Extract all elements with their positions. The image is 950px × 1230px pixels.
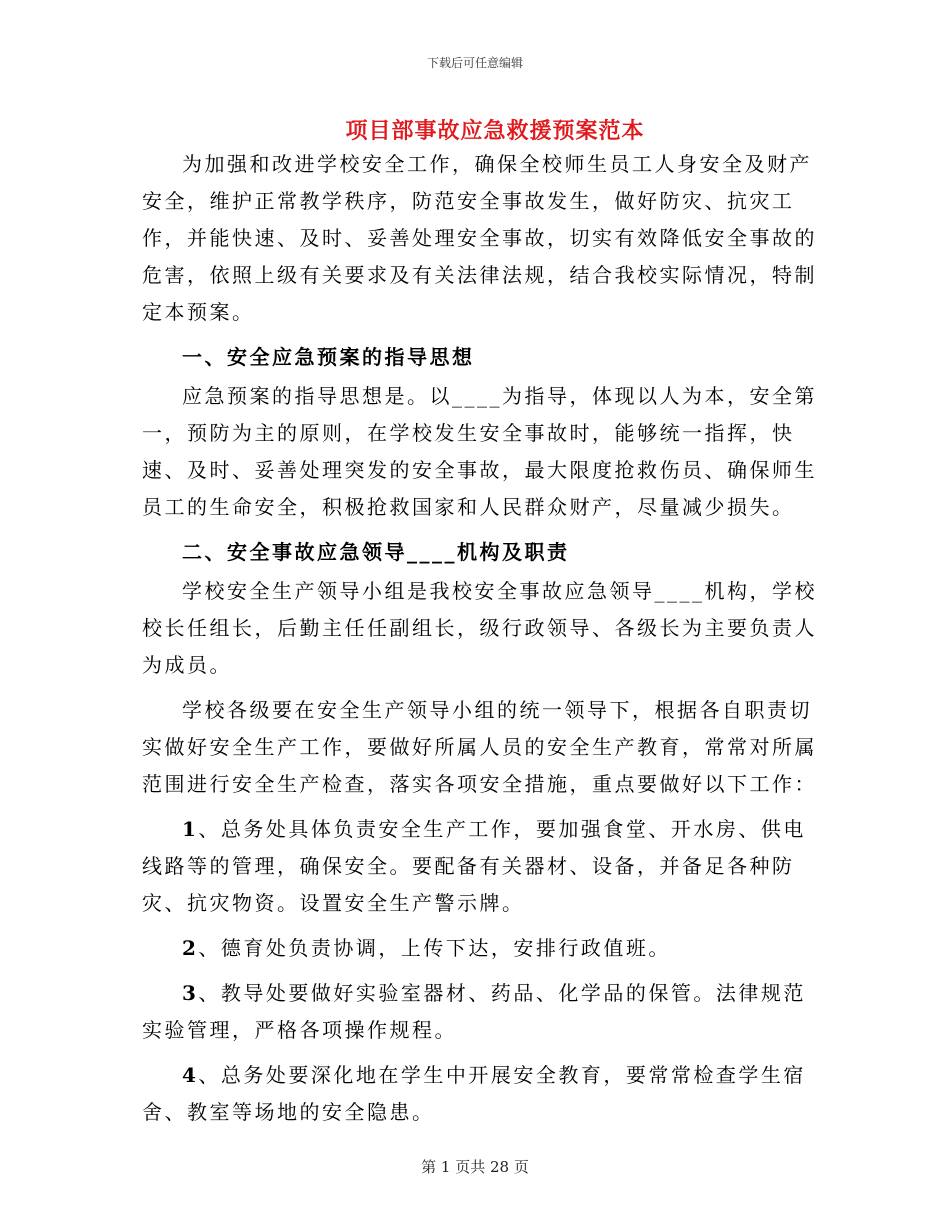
document-body: [142, 146, 822, 1131]
section-2-paragraph-2: 学校各级要在安全生产领导小组的统一领导下，根据各自职责切实做好安全生产工作，要做好所属人员的安全生产教育，常常对所属范围进行安全生产检查，落实各项安全措施，重点要做好以下工作：: [142, 698, 817, 796]
section-2-heading: 二、安全事故应急领导____机构及职责: [182, 540, 570, 564]
list-item-4: [142, 1057, 822, 1131]
intro-paragraph: 为加强和改进学校安全工作，确保全校师生员工人身安全及财产安全，维护正常教学秩序，防范安全事故发生，做好防灾、抗灾工作，并能快速、及时、妥善处理安全事故，切实有效降低安全事故的危害，依照上级有关要求及有关法律法规，结合我校实际情况，特制定本预案。: [142, 152, 817, 324]
section-1-heading: 一、安全应急预案的指导思想: [182, 345, 475, 369]
list-item-3: [142, 975, 822, 1049]
list-item-1-text: 、总务处具体负责安全生产工作，要加强食堂、开水房、供电线路等的管理，确保安全。要配备有关器材、设备，并备足各种防灾、抗灾物资。设置安全生产警示牌。: [142, 817, 806, 915]
list-item-4-number: 4: [182, 1063, 199, 1087]
list-item-1: [142, 811, 822, 922]
list-item-2: [142, 930, 822, 967]
list-item-3-text: 、教导处要做好实验室器材、药品、化学品的保管。法律规范实验管理，严格各项操作规程。: [142, 981, 806, 1042]
page-number-footer: 第 1 页共 28 页: [421, 1158, 529, 1176]
section-1-paragraph: 应急预案的指导思想是。以____为指导，体现以人为本，安全第一，预防为主的原则，在学校发生安全事故时，能够统一指挥，快速、及时、妥善处理突发的安全事故，最大限度抢救伤员、确保师生员工的生命安全，积极抢救国家和人民群众财产，尽量减少损失。: [142, 384, 817, 519]
list-item-4-text: 、总务处要深化地在学生中开展安全教育，要常常检查学生宿舍、教室等场地的安全隐患。: [142, 1063, 806, 1124]
section-2-paragraph-1: 学校安全生产领导小组是我校安全事故应急领导____机构，学校校长任组长，后勤主任任副组长，级行政领导、各级长为主要负责人为成员。: [142, 579, 817, 677]
header-note: 下载后可任意编辑: [426, 56, 523, 70]
list-item-1-number: 1: [182, 817, 199, 841]
list-item-2-number: 2: [182, 936, 199, 960]
list-item-2-text: 、德育处负责协调，上传下达，安排行政值班。: [198, 936, 671, 960]
list-item-3-number: 3: [182, 981, 199, 1005]
document-title: 项目部事故应急救援预案范本: [345, 118, 645, 144]
